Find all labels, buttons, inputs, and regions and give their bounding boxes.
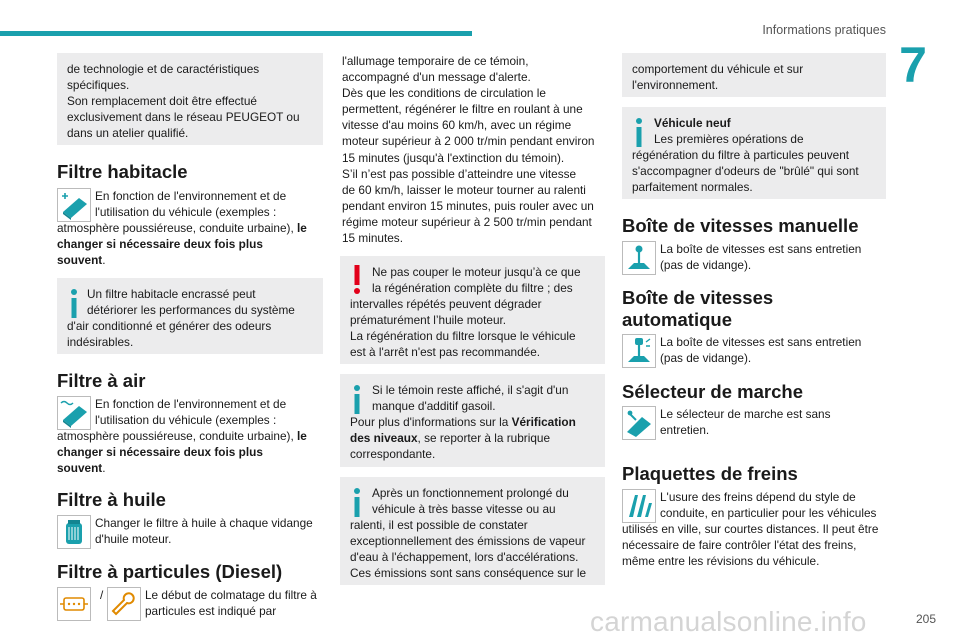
section-title: Informations pratiques [762, 23, 886, 37]
heading-gear-selector: Sélecteur de marche [622, 381, 803, 402]
info-text: Un filtre habitacle encrassé peut [87, 287, 256, 301]
para-line: pendant environ 15 minutes, puis rouler avec un [342, 198, 594, 213]
oil-filter-icon [57, 515, 91, 549]
info-text: parfaitement normales. [632, 180, 753, 194]
header-accent-bar [0, 31, 472, 36]
info-text: régénération du filtre à particules peuvent [632, 148, 850, 162]
cabin-filter-text: En fonction de l'environnement et de [95, 189, 287, 203]
info-icon [67, 288, 81, 318]
manual-gearbox-text: (pas de vidange). [660, 258, 752, 272]
para-line: 15 minutes. [342, 231, 403, 246]
manual-gearbox-icon [622, 241, 656, 275]
warning-icon [350, 265, 364, 295]
air-filter-text: l'utilisation du véhicule (exemples : [95, 413, 277, 427]
info-text: d'air conditionné et générer des odeurs [67, 319, 272, 333]
info-text: Ces émissions sont sans conséquence sur le [350, 566, 587, 581]
warning-text: La régénération du filtre lorsque le véhicule [350, 329, 576, 344]
heading-air-filter: Filtre à air [57, 370, 146, 391]
brake-pads-block [622, 489, 886, 569]
automatic-gearbox-block [622, 334, 886, 368]
info-icon [350, 487, 364, 517]
cabin-filter-info-box [57, 278, 323, 354]
oil-filter-text: d'huile moteur. [95, 532, 172, 546]
regeneration-paragraph [340, 53, 605, 246]
heading-line: Boîte de vitesses [622, 287, 774, 308]
heading-cabin-filter: Filtre habitacle [57, 161, 188, 182]
brake-pads-text: même entre les révisions du véhicule. [622, 554, 820, 568]
particle-filter-text: particules est indiqué par [145, 604, 277, 618]
para-line: accompagné d'un message d'alerte. [342, 70, 531, 85]
para-line: vitesse d'au moins 60 km/h, avec un régime [342, 118, 572, 133]
heading-oil-filter: Filtre à huile [57, 489, 166, 510]
info-text: correspondante. [350, 447, 436, 462]
heading-brake-pads: Plaquettes de freins [622, 463, 798, 484]
cabin-filter-text [57, 252, 323, 268]
dpf-warning-light-icon [57, 587, 91, 621]
air-filter-block [57, 396, 323, 476]
info-text: véhicule à très basse vitesse ou au [372, 502, 556, 517]
brake-pads-icon [622, 489, 656, 523]
warning-box [340, 256, 605, 364]
info-text: indésirables. [67, 335, 134, 349]
warning-text: prématurément l’huile moteur. [350, 313, 507, 328]
chapter-number: 7 [899, 37, 927, 93]
oil-filter-text: Changer le filtre à huile à chaque vidange [95, 516, 313, 530]
continuation-box [622, 53, 886, 97]
cabin-filter-text [57, 220, 323, 236]
heading-automatic-gearbox [622, 287, 886, 331]
cabin-filter-text: l'utilisation du véhicule (exemples : [95, 205, 277, 219]
para-line: régime moteur supérieur à 2 500 tr/min pendant [342, 214, 592, 229]
warning-text: intervalles répétés peuvent dégrader [350, 297, 542, 312]
cabin-filter-block [57, 188, 323, 268]
heading-line: automatique [622, 309, 732, 330]
warning-text: est à l'arrêt n'est pas recommandée. [350, 345, 541, 360]
vapour-info-box [340, 477, 605, 585]
column-3 [622, 53, 886, 569]
intro-line: spécifiques. [67, 78, 130, 92]
text-bold: changer si nécessaire deux fois plus [57, 445, 263, 459]
service-wrench-icon [107, 587, 141, 621]
continuation-text: comportement du véhicule et sur [632, 62, 804, 76]
text-bold: souvent [57, 253, 103, 267]
brake-pads-text: nécessaire de faire contrôler l'état des freins, [622, 538, 857, 552]
text-span: atmosphère poussiéreuse, conduite urbaine), [57, 429, 294, 443]
additive-info-box [340, 374, 605, 467]
brake-pads-text: utilisés en ville, sur courtes distances. Il peut être [622, 522, 879, 536]
info-text [350, 430, 595, 446]
info-text: manque d'additif gasoil. [372, 399, 496, 414]
continuation-text: l'environnement. [632, 78, 719, 92]
automatic-gearbox-text: La boîte de vitesses est sans entretien [660, 335, 862, 349]
text-bold: le [297, 429, 307, 443]
intro-line: de technologie et de caractéristiques [67, 62, 260, 76]
page-number: 205 [915, 612, 936, 626]
text-bold: Véhicule neuf [654, 116, 731, 130]
info-icon [350, 384, 364, 414]
cabin-filter-text [57, 236, 323, 252]
particle-filter-text: Le début de colmatage du filtre à [145, 588, 317, 602]
watermark: carmanualsonline.info [590, 606, 867, 637]
para-line: moteur supérieur à 2 000 tr/min pendant environ [342, 134, 595, 149]
chapter-tab [892, 37, 934, 93]
para-line: S’il n’est pas possible d’atteindre une vitesse [342, 166, 577, 181]
slash-separator: / [100, 588, 104, 602]
text-span: . [102, 253, 106, 267]
text-span: . [102, 461, 106, 475]
gear-selector-text: entretien. [660, 423, 710, 437]
manual-gearbox-block [622, 241, 886, 275]
manual-gearbox-text: La boîte de vitesses est sans entretien [660, 242, 862, 256]
text-bold: des niveaux [350, 431, 418, 446]
intro-line: Son remplacement doit être effectué [67, 94, 257, 108]
automatic-gearbox-icon [622, 334, 656, 368]
para-line: permettent, régénérer le filtre en roulant à une [342, 102, 583, 117]
air-filter-text [57, 444, 323, 460]
text-bold: le [297, 221, 307, 235]
column-1 [57, 53, 323, 621]
gear-selector-text: Le sélecteur de marche est sans [660, 407, 831, 421]
para-line: l'allumage temporaire de ce témoin, [342, 54, 529, 68]
heading-particle-filter: Filtre à particules (Diesel) [57, 561, 283, 582]
particle-filter-block [57, 587, 323, 621]
warning-text: la régénération complète du filtre ; des [372, 281, 573, 296]
text-bold: souvent [57, 461, 103, 475]
info-text: d'eau à l'échappement, lors d'accélérations. [350, 550, 579, 565]
para-line: Dès que les conditions de circulation le [342, 86, 546, 101]
air-filter-icon [57, 396, 91, 430]
info-text: détériorer les performances du système [87, 303, 295, 317]
cabin-filter-icon [57, 188, 91, 222]
text-bold: changer si nécessaire deux fois plus [57, 237, 263, 251]
info-text: exceptionnellement des émissions de vapeur [350, 534, 586, 549]
para-line: de 60 km/h, laisser le moteur tourner au ralenti [342, 182, 586, 197]
new-vehicle-info-box [622, 107, 886, 199]
text-span: atmosphère poussiéreuse, conduite urbaine), [57, 221, 294, 235]
info-text [350, 414, 595, 430]
air-filter-text [57, 428, 323, 444]
intro-box [57, 53, 323, 145]
info-text: s'accompagner d'odeurs de "brûlé" qui sont [632, 164, 859, 178]
info-title [632, 115, 876, 131]
text-bold: Vérification [511, 415, 576, 430]
gear-selector-icon [622, 406, 656, 440]
intro-line: dans un atelier qualifié. [67, 126, 189, 140]
warning-text: Ne pas couper le moteur jusqu’à ce que [372, 265, 581, 280]
text-span: Pour plus d'informations sur la [350, 415, 509, 430]
info-text: Si le témoin reste affiché, il s'agit d'un [372, 383, 569, 398]
info-icon [632, 117, 646, 147]
text-span: , se reporter à la rubrique [417, 431, 551, 446]
column-2 [340, 53, 605, 585]
info-text: Après un fonctionnement prolongé du [372, 486, 569, 501]
info-text: Les premières opérations de [654, 132, 804, 146]
brake-pads-text: L'usure des freins dépend du style de [660, 490, 856, 504]
heading-manual-gearbox: Boîte de vitesses manuelle [622, 215, 859, 236]
automatic-gearbox-text: (pas de vidange). [660, 351, 752, 365]
gear-selector-block [622, 406, 886, 440]
para-line: 15 minutes (jusqu'à l'extinction du témoin). [342, 150, 565, 165]
intro-line: exclusivement dans le réseau PEUGEOT ou [67, 110, 300, 124]
info-text: ralenti, il est possible de constater [350, 518, 528, 533]
oil-filter-block [57, 515, 323, 549]
air-filter-text: En fonction de l'environnement et de [95, 397, 287, 411]
air-filter-text [57, 460, 323, 476]
brake-pads-text: conduite, en particulier pour les véhicules [660, 506, 877, 520]
